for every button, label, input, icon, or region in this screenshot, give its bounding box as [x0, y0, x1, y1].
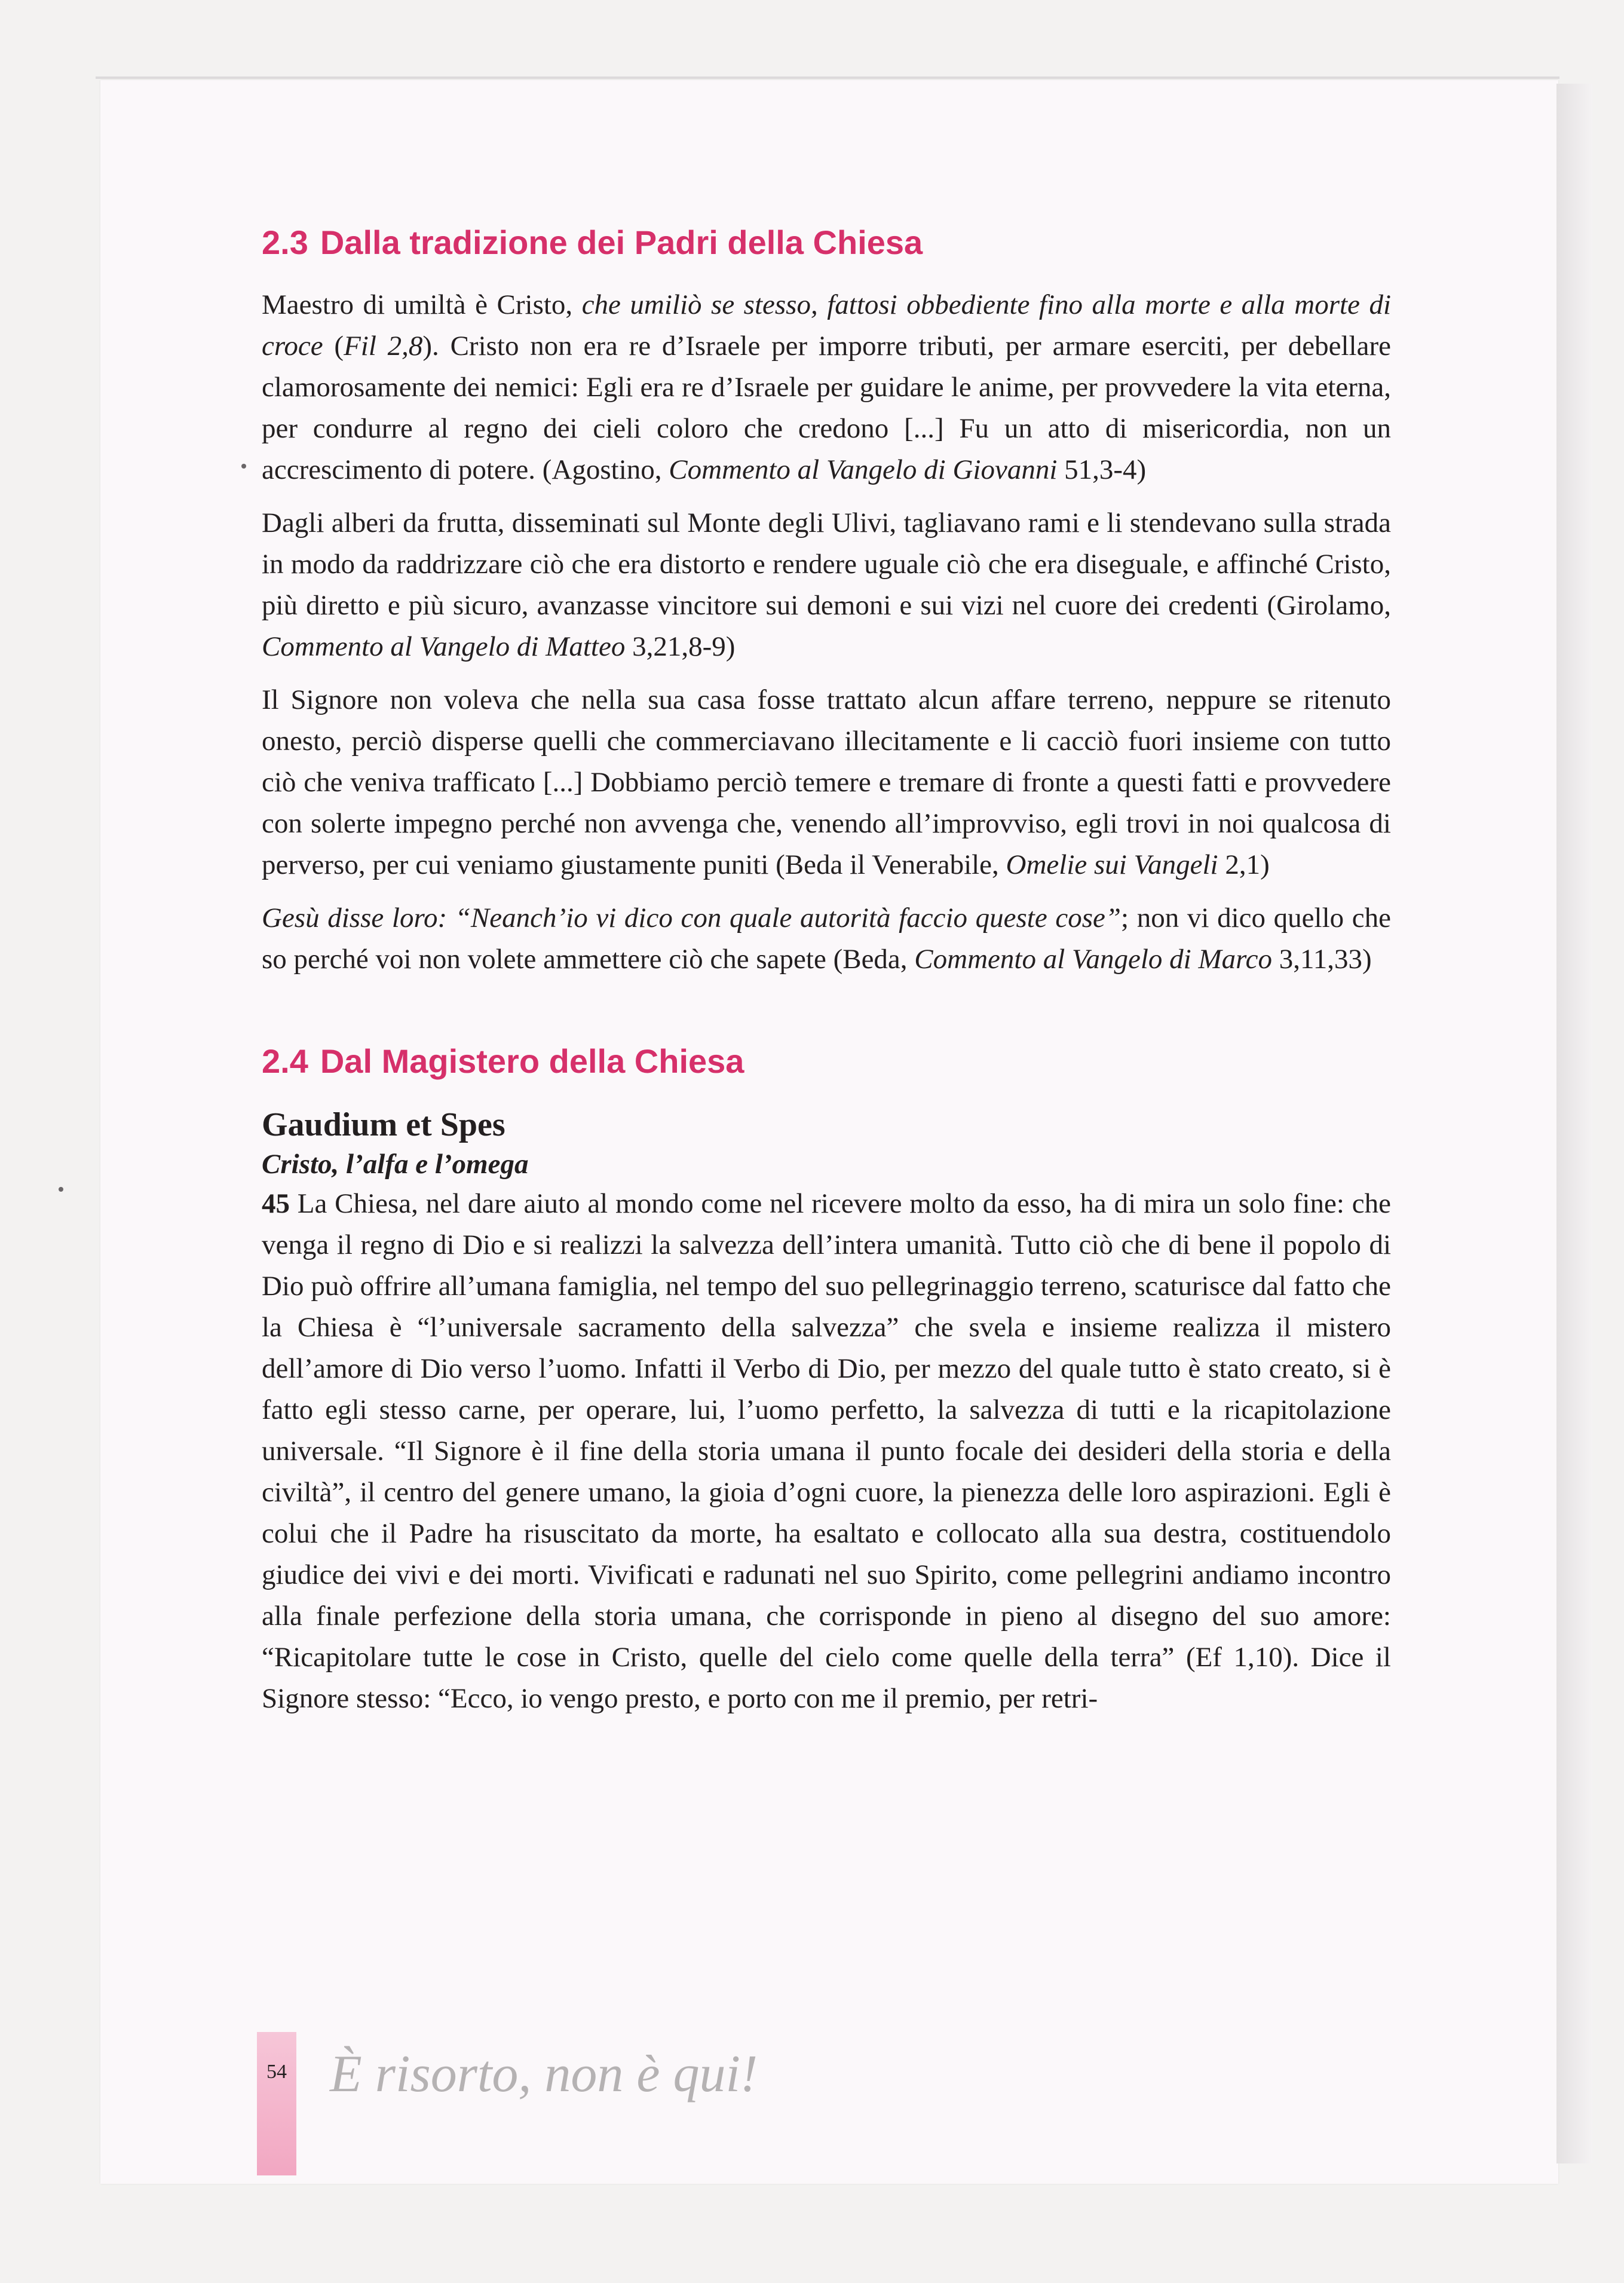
- document-title: Gaudium et Spes: [262, 1106, 505, 1143]
- quote-beda-omelie: [262, 680, 1391, 886]
- source-title: Commento al Vangelo di Marco: [914, 944, 1273, 975]
- quote-text: (: [323, 330, 344, 362]
- margin-dot: [59, 1187, 63, 1192]
- section-title: Dal Magistero della Chiesa: [320, 1042, 744, 1080]
- section-heading-2-4: [262, 1040, 1391, 1083]
- quote-text: Maestro di umiltà è Cristo,: [262, 289, 582, 320]
- main-content: [262, 221, 1391, 1731]
- source-reference: 3,11,33): [1272, 944, 1372, 975]
- source-reference: 2,1): [1218, 849, 1270, 880]
- page-fold-shadow: [1556, 84, 1592, 2163]
- quote-beda-marco: [262, 898, 1391, 980]
- quote-girolamo: [262, 503, 1391, 668]
- footer-accent-bar: [257, 2032, 296, 2175]
- source-reference: 3,21,8-9): [625, 631, 736, 662]
- quote-text: Dagli alberi da frutta, disseminati sul Monte degli Ulivi, tagliavano rami e li stendevano sulla strada in modo da raddrizzare ciò che era distorto e rendere uguale ciò che era diseguale, e affinché Cristo, più diretto e più sicuro, avanzasse vincitore sui demoni e sui vizi nel cuore dei credenti (Girolamo,: [262, 507, 1391, 621]
- paragraph-number: 45: [262, 1188, 290, 1219]
- section-heading-2-3: [262, 221, 1391, 264]
- quote-text: Il Signore non voleva che nella sua casa fosse trattato alcun affare terreno, neppure se ritenuto onesto, perciò disperse quelli che commerciavano illecitamente e li cacciò fuori insieme con tutto ciò che veniva trafficato [...] Dobbiamo perciò temere e tremare di fronte a questi fatti e provvedere con solerte impegno perché non avvenga che, venendo all’improvviso, egli trovi in noi qualcosa di perverso, per cui veniamo giustamente puniti (Beda il Venerabile,: [262, 684, 1391, 880]
- bible-reference: Fil 2,8: [344, 330, 423, 362]
- document-subtitle: Cristo, l’alfa e l’omega: [262, 1149, 529, 1180]
- page-number: 54: [266, 2061, 287, 2083]
- source-title: Omelie sui Vangeli: [1006, 849, 1218, 880]
- source-title: Commento al Vangelo di Matteo: [262, 631, 626, 662]
- section-number: 2.3: [262, 224, 308, 261]
- section-title: Dalla tradizione dei Padri della Chiesa: [320, 224, 923, 261]
- gaudium-paragraph: [262, 1183, 1391, 1719]
- quote-text: ). Cristo non era re d’Israele per imporre tributi, per armare eserciti, per debellare clamorosamente dei nemici: Egli era re d’Israele per guidare le anime, per provvedere la vita eterna, per condurre al regno dei cieli coloro che credono [...] Fu un atto di misericordia, non un accrescimento di potere. (Agostino,: [262, 330, 1391, 485]
- paragraph-text: La Chiesa, nel dare aiuto al mondo come nel ricevere molto da esso, ha di mira un solo fine: che venga il regno di Dio e si realizzi la salvezza dell’intera umanità. Tutto ciò che di bene il popolo di Dio può offrire all’umana famiglia, nel tempo del suo pellegrinaggio terreno, scaturisce dal fatto che la Chiesa è “l’universale sacramento della salvezza” che svela e insieme realizza il mistero dell’amore di Dio verso l’uomo. Infatti il Verbo di Dio, per mezzo del quale tutto è stato creato, si è fatto egli stesso carne, per operare, lui, l’uomo perfetto, la salvezza di tutti e la ricapitolazione universale. “Il Signore è il fine della storia umana il punto focale dei desideri della storia e della civiltà”, il centro del genere umano, la gioia d’ogni cuore, la pienezza delle loro aspirazioni. Egli è colui che il Padre ha risuscitato da morte, ha esaltato e collocato alla sua destra, costituendolo giudice dei vivi e dei morti. Vivificati e radunati nel suo Spirito, come pellegrini andiamo incontro alla finale perfezione della storia umana, che corrisponde in pieno al disegno del suo amore: “Ricapitolare tutte le cose in Cristo, quelle del cielo come quelle della terra” (Ef 1,10). Dice il Signore stesso: “Ecco, io vengo presto, e porto con me il premio, per retri-: [262, 1188, 1391, 1714]
- quote-agostino: [262, 284, 1391, 491]
- running-title: È risorto, non è qui!: [330, 2045, 758, 2103]
- quote-italic: Gesù disse loro: “Neanch’io vi dico con quale autorità faccio queste cose”: [262, 902, 1122, 934]
- spacer: [262, 992, 1391, 1040]
- scan-edge: [96, 76, 1559, 79]
- quote-text: ; non vi dico quello che so perché voi non volete ammettere ciò che sapete (Beda,: [262, 902, 1391, 975]
- section-number: 2.4: [262, 1042, 308, 1080]
- source-reference: 51,3-4): [1057, 454, 1147, 485]
- source-title: Commento al Vangelo di Giovanni: [669, 454, 1058, 485]
- quote-italic: che umiliò se stesso, fattosi obbediente fino alla morte e alla morte di croce: [262, 289, 1391, 362]
- margin-dot: [241, 464, 246, 469]
